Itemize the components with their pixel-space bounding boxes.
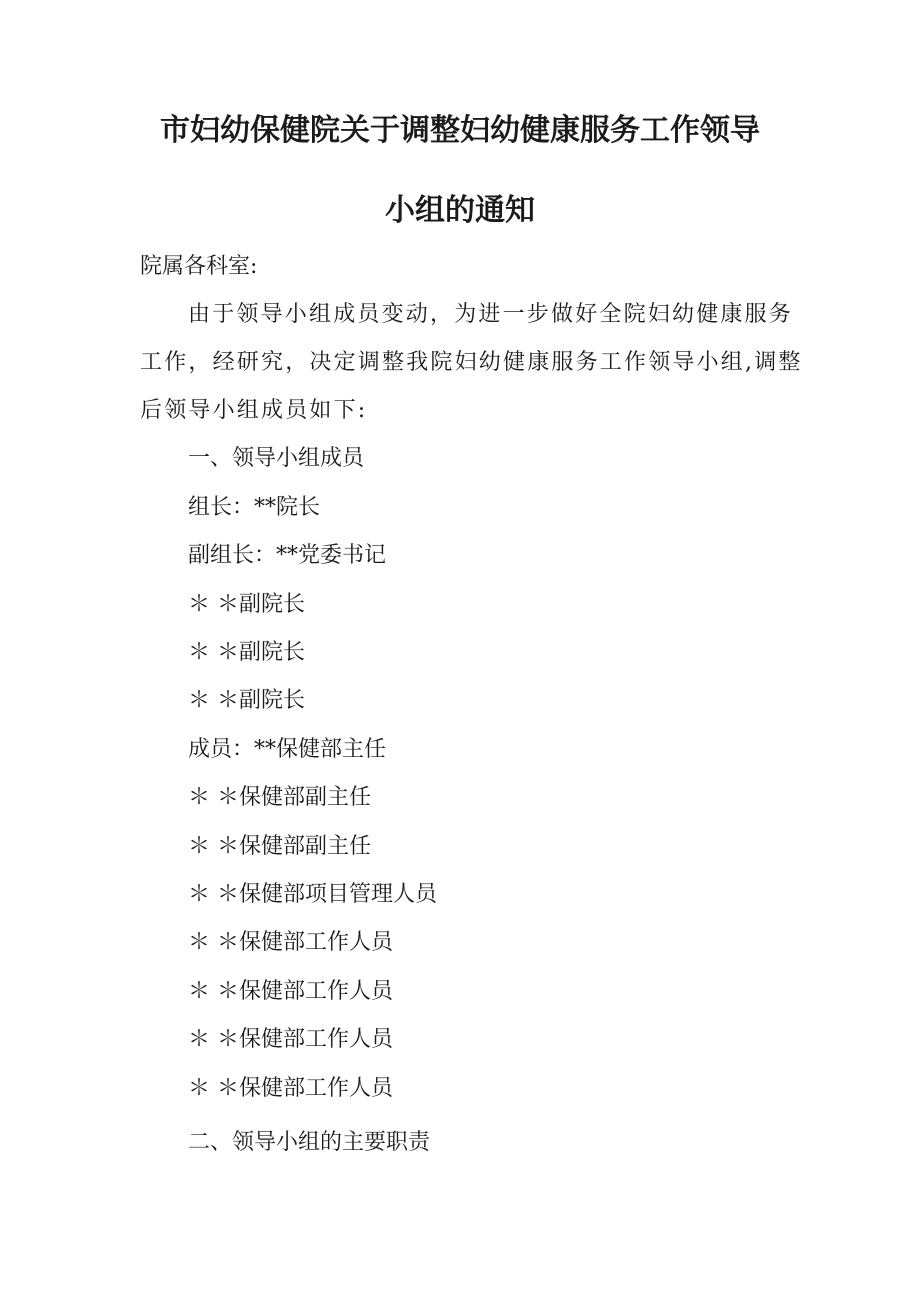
section-heading-members: 一、领导小组成员 xyxy=(188,446,365,471)
deputy-leader: ＊ ＊副院长 xyxy=(188,640,305,665)
document-title-line-2: 小组的通知 xyxy=(385,193,535,228)
deputy-leader: ＊ ＊副院长 xyxy=(188,688,305,713)
document-title-line-1: 市妇幼保健院关于调整妇幼健康服务工作领导 xyxy=(160,113,760,148)
deputy-leader: 副组长：**党委书记 xyxy=(188,543,387,568)
member: ＊ ＊保健部工作人员 xyxy=(188,979,393,1004)
salutation: 院属各科室: xyxy=(140,254,258,279)
member: ＊ ＊保健部副主任 xyxy=(188,834,371,859)
member: ＊ ＊保健部副主任 xyxy=(188,785,371,810)
member: ＊ ＊保健部工作人员 xyxy=(188,1027,393,1052)
section-heading-duties: 二、领导小组的主要职责 xyxy=(188,1130,431,1155)
deputy-leader: ＊ ＊副院长 xyxy=(188,592,305,617)
group-leader: 组长：**院长 xyxy=(188,495,321,520)
member: ＊ ＊保健部工作人员 xyxy=(188,1076,393,1101)
member: 成员：**保健部主任 xyxy=(188,737,387,762)
member: ＊ ＊保健部工作人员 xyxy=(188,930,393,955)
member: ＊ ＊保健部项目管理人员 xyxy=(188,882,437,907)
intro-paragraph-line-2: 工作，经研究，决定调整我院妇幼健康服务工作领导小组,调整 xyxy=(140,350,803,375)
intro-paragraph-line-3: 后领导小组成员如下: xyxy=(140,398,368,423)
intro-paragraph-line-1: 由于领导小组成员变动，为进一步做好全院妇幼健康服务 xyxy=(188,302,794,327)
